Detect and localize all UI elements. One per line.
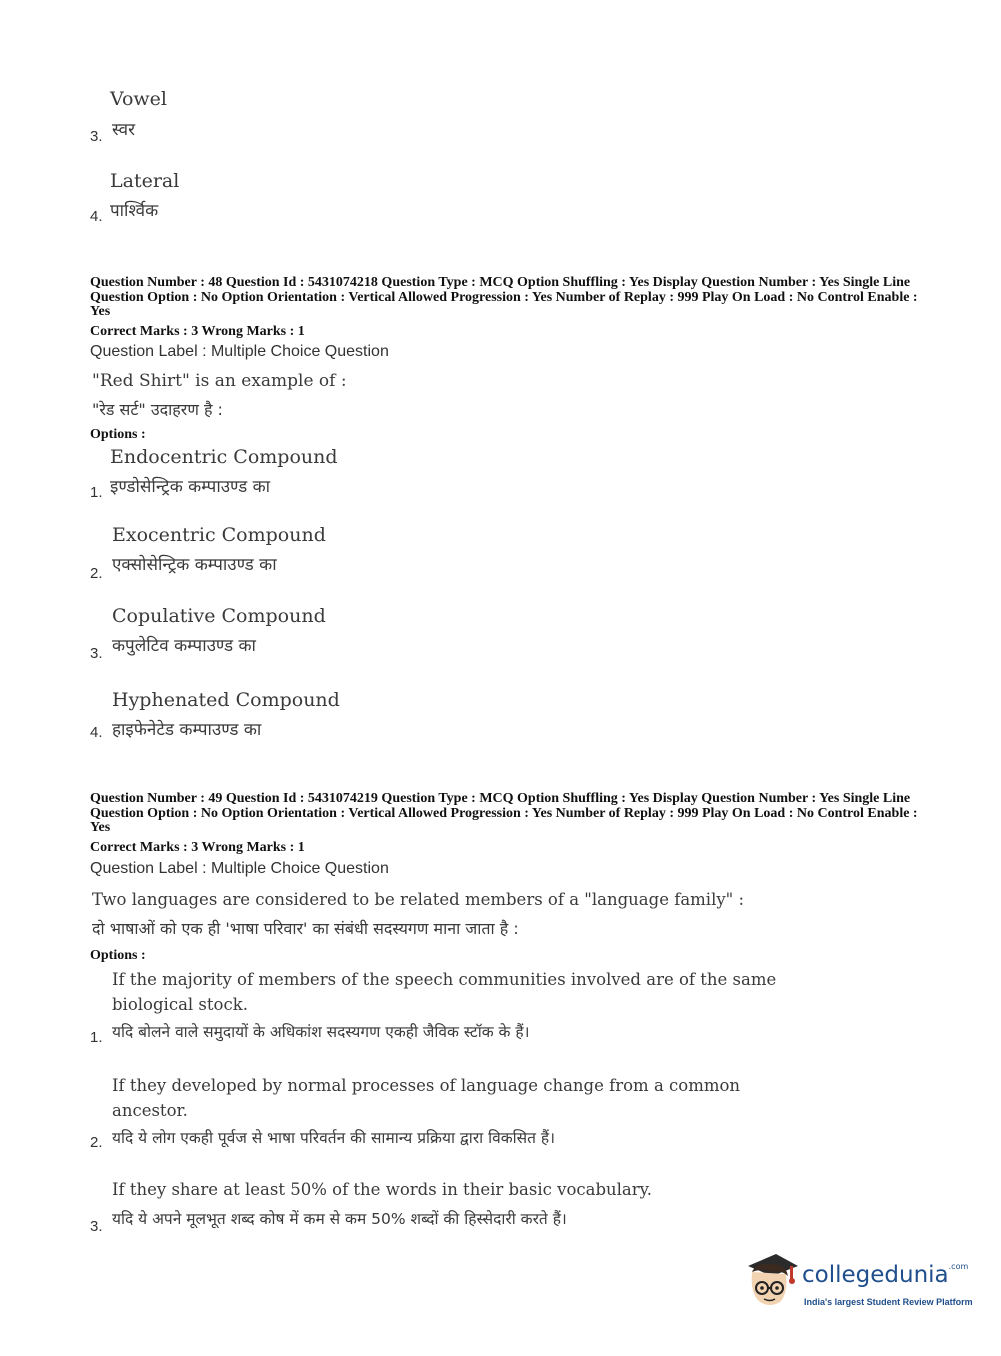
q49-text-hindi: दो भाषाओं को एक ही 'भाषा परिवार' का संबंधी सदस्यगण माना जाता है : <box>92 919 519 938</box>
q48-option-3-hindi[interactable]: कपुलेटिव कम्पाउण्ड का <box>112 636 256 656</box>
q49-option-1-number: 1. <box>90 1029 103 1046</box>
q49-marks: Correct Marks : 3 Wrong Marks : 1 <box>90 840 305 855</box>
collegedunia-mascot-icon <box>742 1252 800 1312</box>
q48-label: Question Label : Multiple Choice Question <box>90 343 389 360</box>
q48-option-3-english[interactable]: Copulative Compound <box>112 605 326 627</box>
q48-text-hindi: "रेड सर्ट" उदाहरण है : <box>92 400 223 419</box>
q49-label: Question Label : Multiple Choice Question <box>90 860 389 877</box>
q48-option-2-number: 2. <box>90 565 103 582</box>
option-3-english: Vowel <box>110 88 167 110</box>
q49-option-1-hindi[interactable]: यदि बोलने वाले समुदायों के अधिकांश सदस्यगण एकही जैविक स्टॉक के हैं। <box>112 1023 530 1041</box>
q48-option-4-number: 4. <box>90 724 103 741</box>
q49-option-1-english[interactable]: If the majority of members of the speech communities involved are of the same biological stock. <box>112 970 777 1014</box>
option-4-hindi: पार्श्विक <box>110 201 159 221</box>
q48-option-2-hindi[interactable]: एक्सोसेन्ट्रिक कम्पाउण्ड का <box>112 555 277 575</box>
q48-text-english: "Red Shirt" is an example of : <box>92 371 347 391</box>
q48-marks: Correct Marks : 3 Wrong Marks : 1 <box>90 324 305 339</box>
collegedunia-name: collegedunia <box>802 1262 949 1288</box>
q48-options-label: Options : <box>90 427 146 442</box>
q48-option-1-hindi[interactable]: इण्डोसेन्ट्रिक कम्पाउण्ड का <box>110 477 271 497</box>
collegedunia-logo-text <box>802 1262 968 1288</box>
q49-option-3-english[interactable]: If they share at least 50% of the words in their basic vocabulary. <box>112 1180 653 1199</box>
collegedunia-suffix: .com <box>948 1262 969 1271</box>
option-4-number: 4. <box>90 208 103 225</box>
q49-option-3-hindi[interactable]: यदि ये अपने मूलभूत शब्द कोष में कम से कम 50% शब्दों की हिस्सेदारी करते हैं। <box>112 1210 567 1228</box>
q48-option-2-english[interactable]: Exocentric Compound <box>112 524 326 546</box>
collegedunia-tagline: India's largest Student Review Platform <box>804 1297 973 1307</box>
q49-option-3-number: 3. <box>90 1218 103 1235</box>
q49-meta: Question Number : 49 Question Id : 5431074219 Question Type : MCQ Option Shuffling : Yes Display Question Number : Yes Single Line Question Option : No Option Orientation : Vertical Allowed Progression : Yes Number of Replay : 999 Play On Load : No Control Enable : Yes <box>90 791 918 835</box>
q49-text-english: Two languages are considered to be related members of a "language family" : <box>92 890 745 909</box>
q48-option-4-hindi[interactable]: हाइफेनेटेड कम्पाउण्ड का <box>112 720 262 740</box>
q48-meta: Question Number : 48 Question Id : 5431074218 Question Type : MCQ Option Shuffling : Yes Display Question Number : Yes Single Line Question Option : No Option Orientation : Vertical Allowed Progression : Yes Number of Replay : 999 Play On Load : No Control Enable : Yes <box>90 275 918 319</box>
q48-option-3-number: 3. <box>90 645 103 662</box>
q48-option-4-english[interactable]: Hyphenated Compound <box>112 689 340 711</box>
q49-options-label: Options : <box>90 948 146 963</box>
q49-option-2-english[interactable]: If they developed by normal processes of language change from a common ancestor. <box>112 1076 741 1120</box>
option-3-hindi: स्वर <box>112 120 136 140</box>
q49-option-2-hindi[interactable]: यदि ये लोग एकही पूर्वज से भाषा परिवर्तन की सामान्य प्रक्रिया द्वारा विकसित हैं। <box>112 1129 555 1147</box>
q48-option-1-english[interactable]: Endocentric Compound <box>110 446 338 468</box>
option-3-number: 3. <box>90 128 103 145</box>
q49-option-2-number: 2. <box>90 1134 103 1151</box>
q48-option-1-number: 1. <box>90 484 103 501</box>
option-4-english: Lateral <box>110 170 180 192</box>
